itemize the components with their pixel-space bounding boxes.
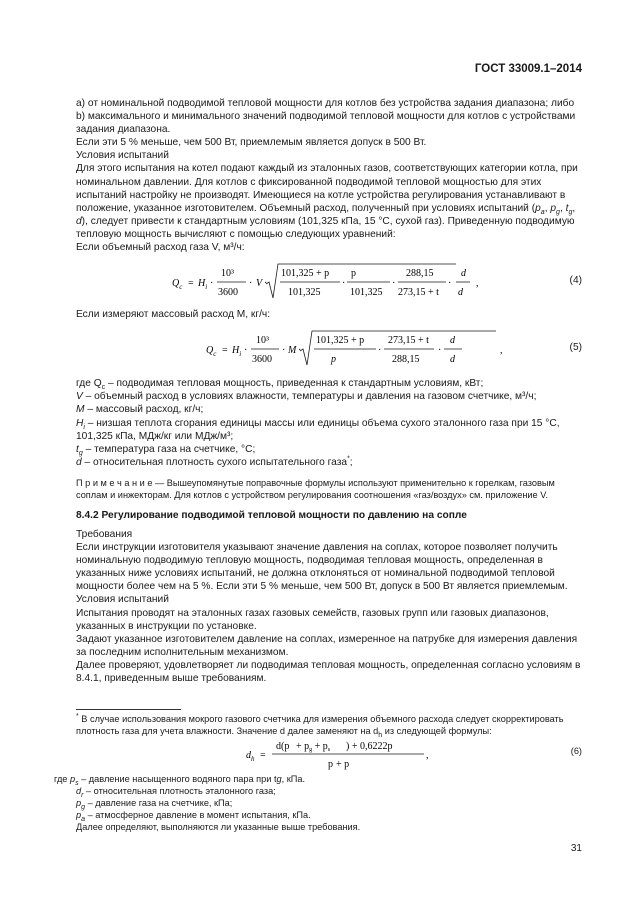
svg-text:3600: 3600 xyxy=(252,354,272,366)
footnote-divider xyxy=(76,709,181,710)
formula-4-graphic xyxy=(76,260,516,304)
formula-6-number: (6) xyxy=(570,746,582,756)
svg-text:,: , xyxy=(500,345,503,357)
fn-def-pa: $p_a$ – атмосферное давление в момент испытания, кПа. xyxy=(76,810,311,823)
formula-5-number: (5) xyxy=(569,342,582,354)
svg-text:Hi: $H_i$ xyxy=(232,345,242,359)
svg-text:Hi: $H_i$ xyxy=(198,278,208,292)
f4-coef: 10³ xyxy=(221,268,234,280)
svg-text:Qc: $Q_c$ xyxy=(172,278,183,292)
svg-text:·: · xyxy=(342,278,346,290)
svg-text:10³: 10³ xyxy=(256,335,269,347)
f5-t3n: d xyxy=(450,335,455,347)
fn-def-dr: $d_r$ – относительная плотность эталонного газа; xyxy=(76,786,276,799)
svg-text:Qc: $Q_c$ xyxy=(206,345,217,359)
formula-4 xyxy=(76,260,582,304)
def-h: $H_i$ – низшая теплота сгорания единицы массы или единицы объема сухого эталонного газа при 15 °C, 101,325 кПа, МДж/кг или МДж/м³; xyxy=(76,417,560,442)
f4-t2d: 101,325 xyxy=(350,287,383,299)
fn-final: Далее определяют, выполняются ли указанные выше требования. xyxy=(76,822,361,832)
svg-text:·: · xyxy=(392,278,396,290)
footnote xyxy=(54,712,582,833)
test-conditions-text: Для этого испытания на котел подают каждый из эталонных газов, соответствующих категории котла, при номинальном давлении. Для котлов с фиксированной подводимой тепловой мощностью для этих испытаний настройку не производят. Имеющиеся на котле устройства регулирования устанавливают в положение, указанное изготовителем. Объемный расход, полученный при условиях испытаний ($p_a$, $p_g$, $t_g$, d), следует привести к стандартным условиям (101,325 кПа, 15 °C, сухой газ). Приведенную подводимую тепловую мощность вычисляют с помощью следующих уравнений: xyxy=(76,163,578,240)
conditions-label: Условия испытаний xyxy=(76,594,169,606)
formula-6-graphic xyxy=(76,737,516,773)
f4-t4n: d xyxy=(461,268,466,280)
note: П р и м е ч а н и е — Вышеупомянутые поправочные формулы используют применительно к горелкам, газовым соплам и инжекторам. Для котлов с устройством регулирования соотношения «газ/воздух» см. приложение V. xyxy=(76,477,555,500)
item-b: b) максимального и минимального значений подводимой тепловой мощности для котлов с устройствами задания диапазона. xyxy=(76,111,576,136)
f6-tail: ) + 0,6222p xyxy=(346,741,393,752)
svg-text:+ pg + ps: + $p_g + p_s$ xyxy=(296,741,331,753)
svg-text:=: = xyxy=(188,278,194,290)
svg-text:=: = xyxy=(222,345,228,357)
fn-def-pg: $p_g$ – давление газа на счетчике, кПа; xyxy=(76,798,233,811)
formula-4-number: (4) xyxy=(569,275,582,287)
check-text: Далее проверяют, удовлетворяет ли подводимая тепловая мощность, определенная согласно условиям в 8.4.1, приведенным выше требованиям. xyxy=(76,659,581,684)
def-m: M – массовый расход, кг/ч; xyxy=(76,404,204,416)
footnote-text: * В случае использования мокрого газового счетчика для измерения объемного расхода следует скорректировать плотность газа для учета влажности. Значение d далее заменяют на $d_h$ из следующей формулы: xyxy=(76,712,564,739)
f4-t1d: 101,325 xyxy=(288,287,321,299)
volume-intro: Если объемный расход газа V, м³/ч: xyxy=(76,242,245,254)
svg-text:=: = xyxy=(260,750,266,761)
fn-def-ps: где $p_s$ – давление насыщенного водяного пара при tg, кПа. xyxy=(54,774,306,787)
f5-t2n: 273,15 + t xyxy=(388,335,429,347)
conditions-text: Испытания проводят на эталонных газах газовых семейств, газовых групп или газовых диапазонов, указанных в инструкции по установке. xyxy=(76,607,549,632)
f5-t1d: p xyxy=(331,354,336,366)
svg-text:·: · xyxy=(282,345,286,357)
def-tg: $t_g$ – температура газа на счетчике, °C; xyxy=(76,443,256,457)
svg-text:+ p: + p xyxy=(336,759,350,770)
svg-text:·: · xyxy=(438,345,442,357)
mass-intro: Если измеряют массовый расход M, кг/ч: xyxy=(76,309,271,321)
formula-5-graphic xyxy=(76,327,516,371)
def-d: d – относительная плотность сухого испытательного газа*; xyxy=(76,455,353,468)
svg-text:·: · xyxy=(378,345,382,357)
f5-t3d: d xyxy=(450,354,455,366)
f5-t1n: 101,325 + p xyxy=(316,335,365,347)
tolerance-note: Если эти 5 % меньше, чем 500 Вт, приемлемым является допуск в 500 Вт. xyxy=(76,137,427,149)
f4-t1n: 101,325 + p xyxy=(281,268,330,280)
item-a: а) от номинальной подводимой тепловой мощности для котлов без устройства задания диапазона; либо xyxy=(76,98,575,109)
svg-text:·: · xyxy=(448,278,452,290)
formula-5 xyxy=(76,327,582,371)
main-text xyxy=(76,97,582,685)
f4-t3n: 288,15 xyxy=(406,268,434,280)
f6-den: p xyxy=(328,759,333,770)
svg-text:dh: $d_h$ xyxy=(246,750,255,763)
svg-text:,: , xyxy=(476,278,479,290)
pressure-text: Задают указанное изготовителем давление на соплах, измеренное на патрубке для измерения давления за последним исполнительным механизмом. xyxy=(76,633,578,658)
section-heading: 8.4.2 Регулирование подводимой тепловой мощности по давлению на сопле xyxy=(76,509,467,521)
svg-text:·: · xyxy=(264,278,268,290)
formula-6 xyxy=(76,737,582,773)
svg-text:·: · xyxy=(244,345,248,357)
svg-text:·: · xyxy=(210,278,214,290)
requirements-label: Требования xyxy=(76,528,133,540)
f4-den: 3600 xyxy=(218,287,238,299)
f4-t2n: p xyxy=(351,268,356,280)
f6-num: d(p xyxy=(276,741,290,752)
f4-t3d: 273,15 + t xyxy=(398,287,439,299)
def-v: V – объемный расход в условиях влажности, температуры и давления на газовом счетчике, м³/ч; xyxy=(76,391,537,403)
test-conditions-label: Условия испытаний xyxy=(76,150,169,162)
page-number: 31 xyxy=(570,843,582,854)
requirements-text: Если инструкции изготовителя указывают значение давления на соплах, которое позволяет получить номинальную подводимую тепловую мощность, подводимая тепловая мощность, определенная в указанных ниже условиях испытаний, не должна отклоняться от номинальной подводимой тепловой мощности более чем на 5 %. Если эти 5 % меньше, чем 500 Вт, допуск в 500 Вт является приемлемым. xyxy=(76,542,568,593)
f4-t4d: d xyxy=(458,287,463,299)
svg-text:M: M xyxy=(288,345,297,357)
def-q: где $Q_c$ – подводимая тепловая мощность, приведенная к стандартным условиям, кВт; xyxy=(76,378,484,392)
svg-text:·: · xyxy=(249,278,253,290)
standard-header: ГОСТ 33009.1–2014 xyxy=(474,63,582,75)
f5-t2d: 288,15 xyxy=(392,354,420,366)
svg-text:·: · xyxy=(298,345,302,357)
svg-text:,: , xyxy=(426,750,429,761)
svg-text:V: V xyxy=(256,278,263,290)
